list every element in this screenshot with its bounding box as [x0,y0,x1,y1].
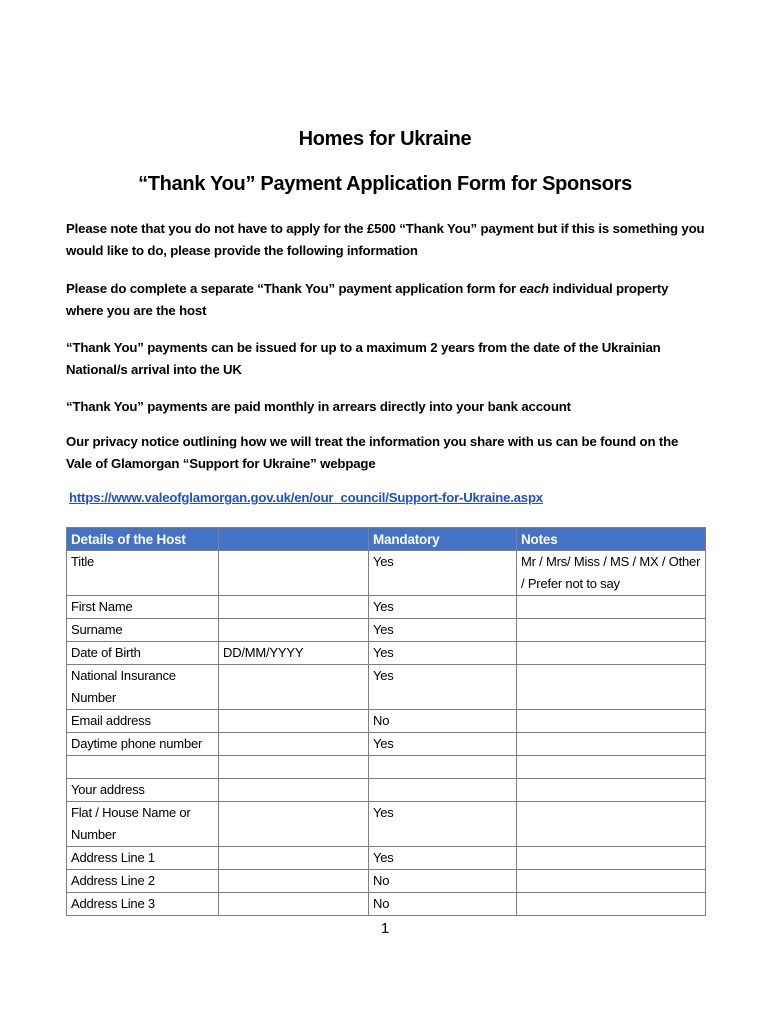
mandatory-cell: No [369,893,517,916]
mandatory-cell: Yes [369,596,517,619]
field-value[interactable] [219,665,369,710]
field-value[interactable] [219,870,369,893]
table-row [67,733,706,756]
support-ukraine-link[interactable]: https://www.valeofglamorgan.gov.uk/en/our_council/Support-for-Ukraine.aspx [69,490,543,505]
notes-cell [517,619,706,642]
notes-cell [517,665,706,710]
payment-paragraph: “Thank You” payments are paid monthly in arrears directly into your bank account [66,399,571,414]
mandatory-cell: No [369,710,517,733]
header-details: Details of the Host [67,528,219,551]
mandatory-cell: No [369,870,517,893]
notes-cell [517,733,706,756]
field-value[interactable] [219,596,369,619]
table-row [67,779,706,802]
mandatory-cell: Yes [369,619,517,642]
mandatory-cell: Yes [369,802,517,847]
page-number: 1 [380,920,390,937]
notes-cell: Mr / Mrs/ Miss / MS / MX / Other / Prefer not to say [517,551,706,596]
table-row [67,551,706,596]
field-value[interactable] [219,779,369,802]
field-label: Address Line 3 [67,893,219,916]
document-subtitle: “Thank You” Payment Application Form for Sponsors [138,173,632,195]
field-label: Email address [67,710,219,733]
field-value[interactable] [219,893,369,916]
field-value[interactable] [219,733,369,756]
table-header-row [67,528,706,551]
field-label: Surname [67,619,219,642]
table-row [67,870,706,893]
field-value[interactable] [219,756,369,779]
field-label: Address Line 2 [67,870,219,893]
field-value[interactable] [219,710,369,733]
mandatory-cell [369,779,517,802]
header-mandatory: Mandatory [369,528,517,551]
notes-cell [517,596,706,619]
table-row [67,619,706,642]
header-blank [219,528,369,551]
paragraph-text: Please do complete a separate “Thank You” payment application form for [66,281,520,296]
mandatory-cell: Yes [369,551,517,596]
table-row [67,756,706,779]
notes-cell [517,756,706,779]
field-label: National Insurance Number [67,665,219,710]
mandatory-cell [369,756,517,779]
host-details-table [66,527,706,916]
table-row [67,665,706,710]
field-label: Daytime phone number [67,733,219,756]
emphasis-text: each [519,281,549,296]
notes-cell [517,710,706,733]
table-row [67,802,706,847]
field-value[interactable] [219,551,369,596]
header-notes: Notes [517,528,706,551]
field-label: First Name [67,596,219,619]
field-label: Address Line 1 [67,847,219,870]
table-row [67,642,706,665]
privacy-paragraph: Our privacy notice outlining how we will treat the information you share with us can be found on the Vale of Glamorgan “Support for Ukraine” webpage [66,434,679,471]
mandatory-cell: Yes [369,847,517,870]
table-row [67,710,706,733]
field-value[interactable]: DD/MM/YYYY [219,642,369,665]
table-row [67,893,706,916]
notes-cell [517,893,706,916]
mandatory-cell: Yes [369,733,517,756]
notes-cell [517,642,706,665]
field-value[interactable] [219,802,369,847]
paragraph-text: individual property where you are the host [66,281,669,318]
note-paragraph: Please note that you do not have to apply for the £500 “Thank You” payment but if this is something you would like to do, please provide the following information [66,221,705,258]
field-value[interactable] [219,619,369,642]
document-title: Homes for Ukraine [298,128,472,150]
notes-cell [517,779,706,802]
field-label: Title [67,551,219,596]
field-value[interactable] [219,847,369,870]
field-label [67,756,219,779]
mandatory-cell: Yes [369,665,517,710]
field-label: Your address [67,779,219,802]
mandatory-cell: Yes [369,642,517,665]
table-row [67,596,706,619]
table-row [67,847,706,870]
notes-cell [517,870,706,893]
notes-cell [517,802,706,847]
notes-cell [517,847,706,870]
duration-paragraph: “Thank You” payments can be issued for up to a maximum 2 years from the date of the Ukrainian National/s arrival into the UK [66,340,661,377]
field-label: Flat / House Name or Number [67,802,219,847]
field-label: Date of Birth [67,642,219,665]
separate-form-paragraph [66,278,706,322]
